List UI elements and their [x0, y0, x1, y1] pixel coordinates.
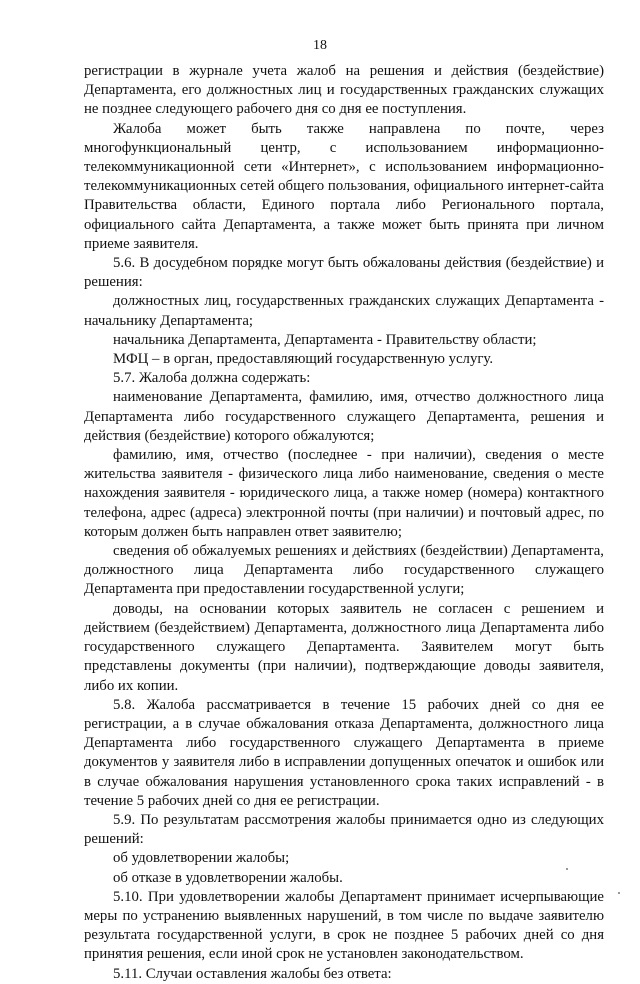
paragraph-5-7-heading: 5.7. Жалоба должна содержать:	[113, 370, 311, 387]
paragraph-5-7-item-name: наименование Департамента, фамилию, имя, отчество должностного лица Департамента либо государственного служащего Департамента, решения и действия (бездействие) которого обжалуются;	[84, 389, 604, 444]
paragraph-5-7-item-applicant: фамилию, имя, отчество (последнее - при наличии), сведения о месте жительства заявителя - физического лица либо наименование, сведения о месте нахождения заявителя - юридического лица, а также номер (номера) контактного телефона, адрес (адреса) электронной почты (при наличии) и почтовый адрес, по которым должен быть направлен ответ заявителю;	[84, 447, 604, 540]
paragraph-5-7-item-arguments: доводы, на основании которых заявитель не согласен с решением и действием (бездействием) Департамента, должностного лица Департамента либо государственного служащего Департамента. Заявителем могут быть представлены документы (при наличии), подтверждающие доводы заявителя, либо их копии.	[84, 600, 604, 694]
paragraph-5-6-item-officials: должностных лиц, государственных гражданских служащих Департамента - начальнику Департамента;	[84, 293, 604, 329]
paragraph-5-11-heading: 5.11. Случаи оставления жалобы без ответа:	[113, 965, 392, 982]
paragraph-5-6-item-head: начальника Департамента, Департамента - Правительству области;	[113, 331, 537, 348]
paragraph-5-8: 5.8. Жалоба рассматривается в течение 15 рабочих дней со дня ее регистрации, а в случае обжалования отказа Департамента, должностного лица Департамента либо государственного служащего Департамента в приеме документов у заявителя либо в исправлении допущенных опечаток и ошибок или в случае обжалования нарушения установленного срока таких исправлений - в течение 5 рабочих дней со дня ее регистрации.	[84, 696, 604, 809]
document-body	[84, 62, 604, 984]
paragraph-5-9-item-satisfy: об удовлетворении жалобы;	[113, 850, 290, 867]
paragraph-5-9-heading: 5.9. По результатам рассмотрения жалобы принимается одно из следующих решений:	[84, 811, 604, 848]
paragraph-registration-continuation: регистрации в журнале учета жалоб на решения и действия (бездействие) Департамента, его должностных лиц и государственных гражданских служащих не позднее следующего рабочего дня со дня ее поступления.	[84, 63, 604, 118]
paragraph-5-7-item-decisions: сведения об обжалуемых решениях и действиях (бездействии) Департамента, должностного лица Департамента либо государственного служащего Департамента при предоставлении государственной услуги;	[84, 543, 604, 598]
paragraph-complaint-channels: Жалоба может быть также направлена по почте, через многофункциональный центр, с использованием информационно-телекоммуникационной сети «Интернет», с использованием информационно-телекоммуникационных сетей общего пользования, официального интернет-сайта Правительства области, Единого портала либо Регионального портала, официального сайта Департамента, а также может быть принята при личном приеме заявителя.	[84, 120, 604, 252]
paragraph-5-10: 5.10. При удовлетворении жалобы Департамент принимает исчерпывающие меры по устранению выявленных нарушений, в том числе по выдаче заявителю результата государственной услуги, в срок не позднее 5 рабочих дней со дня принятия решения, если иной срок не установлен законодательством.	[84, 888, 604, 963]
scan-speck	[566, 868, 568, 870]
paragraph-5-6-item-mfc: МФЦ – в орган, предоставляющий государственную услугу.	[113, 351, 494, 368]
paragraph-5-9-item-refuse: об отказе в удовлетворении жалобы.	[113, 869, 343, 886]
page-number: 18	[313, 38, 327, 53]
paragraph-5-6-heading: 5.6. В досудебном порядке могут быть обжалованы действия (бездействие) и решения:	[84, 255, 604, 291]
scan-speck	[618, 892, 620, 894]
